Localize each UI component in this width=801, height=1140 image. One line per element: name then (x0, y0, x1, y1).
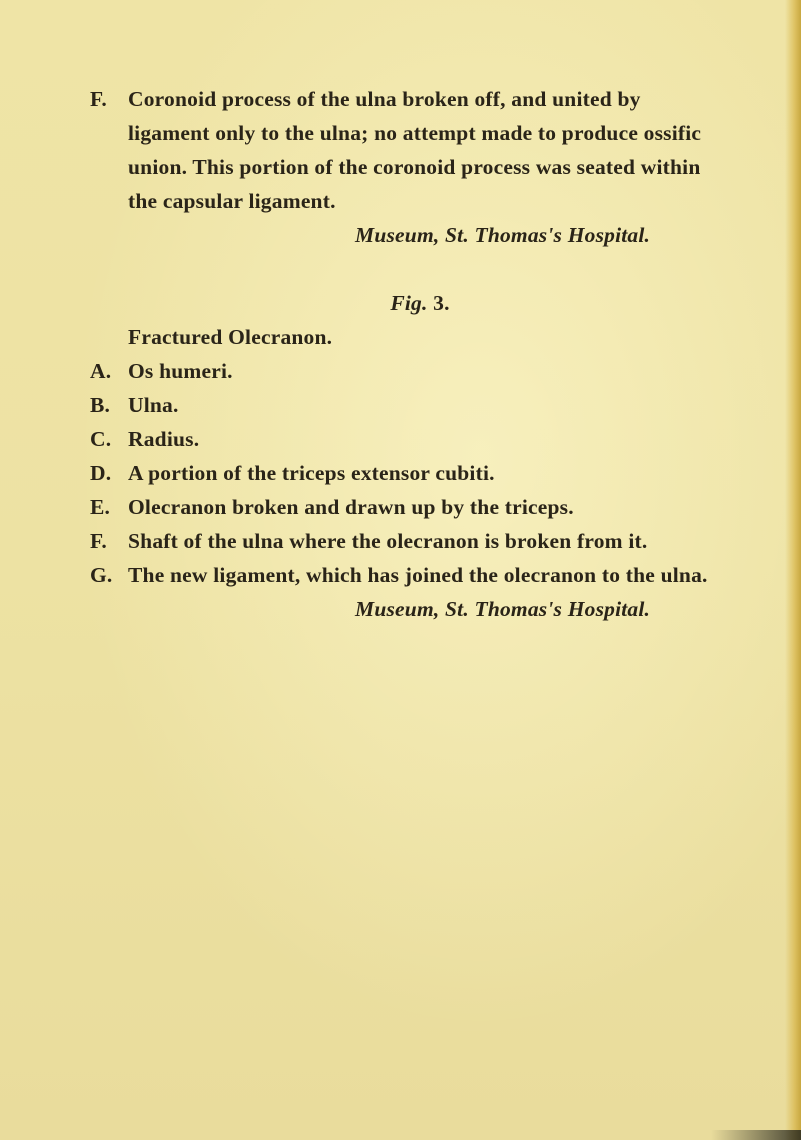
page-edge-shadow (785, 0, 801, 1140)
legend-item (90, 456, 710, 490)
legend-letter: E. (90, 495, 111, 519)
legend-letter: F. (90, 529, 107, 553)
figure-label-text: Fig. (390, 291, 428, 315)
museum-attribution: Museum, St. Thomas's Hospital. (355, 597, 651, 621)
legend-item (90, 388, 710, 422)
legend-letter: B. (90, 393, 111, 417)
legend-text: Ulna. (128, 393, 179, 417)
legend-item (90, 558, 710, 592)
page-text (90, 82, 710, 626)
page-corner-shadow (711, 1130, 801, 1140)
legend-text: The new ligament, which has joined the olecranon to the ulna. (128, 563, 708, 587)
legend-item (90, 490, 710, 524)
entry-letter: F. (90, 87, 107, 111)
legend-letter: D. (90, 461, 112, 485)
legend-text: A portion of the triceps extensor cubiti. (128, 461, 495, 485)
section-title: Fractured Olecranon. (128, 325, 333, 349)
museum-attribution: Museum, St. Thomas's Hospital. (355, 223, 651, 247)
legend-letter: C. (90, 427, 112, 451)
legend-item (90, 354, 710, 388)
legend-text: Olecranon broken and drawn up by the triceps. (128, 495, 574, 519)
legend-text: Shaft of the ulna where the olecranon is broken from it. (128, 529, 648, 553)
legend-letter: G. (90, 563, 113, 587)
legend-text: Os humeri. (128, 359, 233, 383)
coronoid-entry (90, 82, 710, 218)
legend-letter: A. (90, 359, 112, 383)
entry-text: Coronoid process of the ulna broken off, and united by ligament only to the ulna; no attempt made to produce ossific union. This portion of the coronoid process was seated within the capsular ligament. (128, 87, 702, 213)
figure-number: 3. (433, 291, 450, 315)
legend-text: Radius. (128, 427, 200, 451)
legend-item (90, 422, 710, 456)
figure-label (90, 286, 710, 320)
legend-item (90, 524, 710, 558)
